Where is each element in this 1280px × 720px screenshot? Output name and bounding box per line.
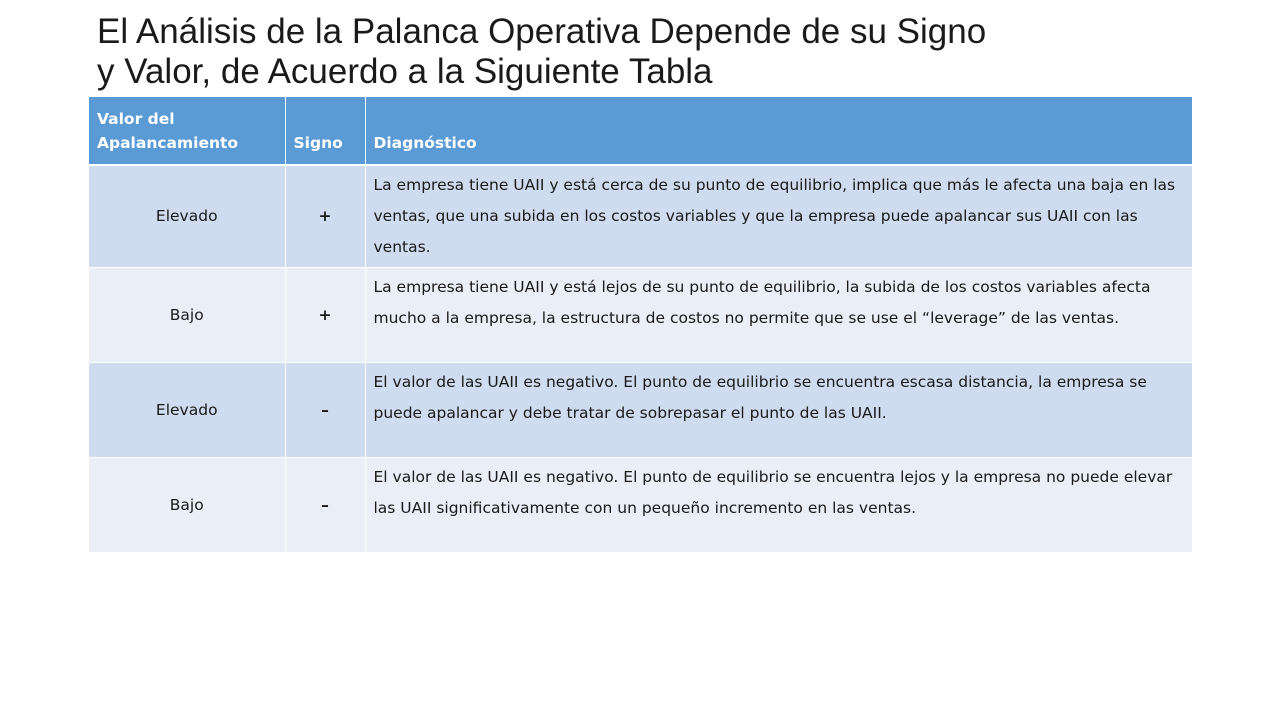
leverage-diagnosis-table (89, 97, 1192, 553)
leverage-table-container (89, 97, 1192, 553)
table-header (89, 97, 1192, 165)
header-diagnosis: Diagnóstico (365, 97, 1192, 165)
table-body (89, 165, 1192, 553)
table-row (89, 363, 1192, 458)
cell-leverage-value: Bajo (89, 458, 285, 553)
header-sign: Signo (285, 97, 365, 165)
cell-diagnosis: La empresa tiene UAII y está cerca de su punto de equilibrio, implica que más le afecta una baja en las ventas, que una subida en los costos variables y que la empresa puede apalancar sus UAII con las ventas. (365, 165, 1192, 268)
table-row (89, 458, 1192, 553)
cell-leverage-value: Elevado (89, 165, 285, 268)
cell-diagnosis: El valor de las UAII es negativo. El punto de equilibrio se encuentra lejos y la empresa no puede elevar las UAII significativamente con un pequeño incremento en las ventas. (365, 458, 1192, 553)
cell-sign: + (285, 268, 365, 363)
table-row (89, 268, 1192, 363)
slide-title (97, 12, 1217, 92)
cell-leverage-value: Elevado (89, 363, 285, 458)
slide-title-line-2: y Valor, de Acuerdo a la Siguiente Tabla (97, 52, 713, 91)
cell-leverage-value: Bajo (89, 268, 285, 363)
cell-sign: + (285, 165, 365, 268)
slide-title-line-1: El Análisis de la Palanca Operativa Depende de su Signo (97, 12, 987, 51)
header-leverage-value: Valor del Apalancamiento (89, 97, 285, 165)
cell-diagnosis: La empresa tiene UAII y está lejos de su punto de equilibrio, la subida de los costos variables afecta mucho a la empresa, la estructura de costos no permite que se use el “leverage” de las ventas. (365, 268, 1192, 363)
header-row (89, 97, 1192, 165)
cell-diagnosis: El valor de las UAII es negativo. El punto de equilibrio se encuentra escasa distancia, la empresa se puede apalancar y debe tratar de sobrepasar el punto de las UAII. (365, 363, 1192, 458)
cell-sign: – (285, 363, 365, 458)
table-row (89, 165, 1192, 268)
cell-sign: – (285, 458, 365, 553)
